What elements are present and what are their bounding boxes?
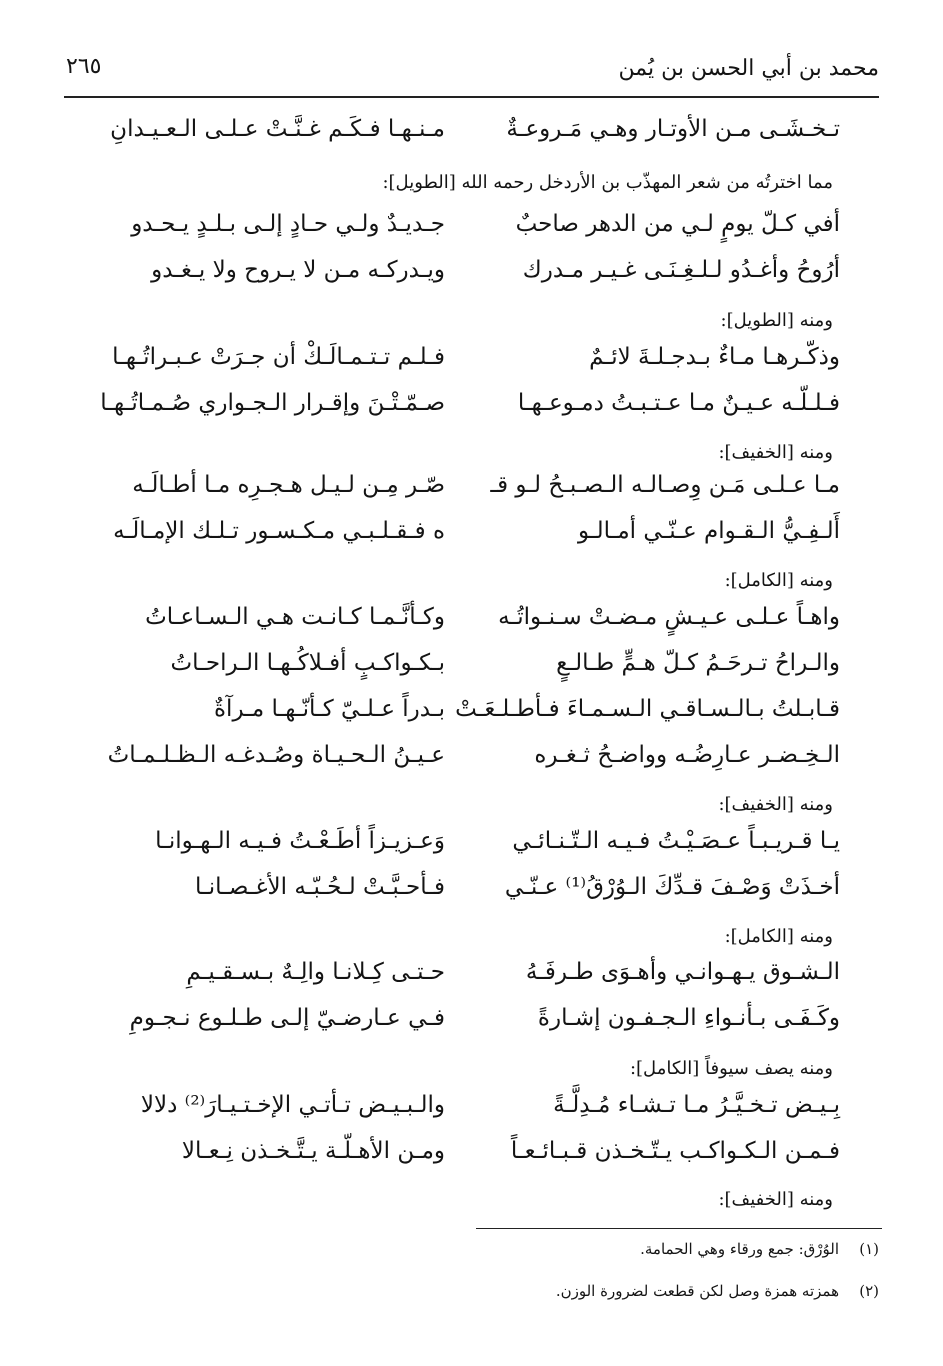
section-heading: ومنه [الكامل]:: [724, 570, 833, 591]
verse-first-hemistich: واهـاً عـلـى عـيـشٍ مـضـتْ سـنـواتُـه: [498, 604, 840, 630]
section-heading: ومنه [الطويل]:: [720, 310, 833, 331]
section-heading: ومنه [الخفيف]:: [718, 442, 833, 463]
verse-first-hemistich: قـابـلتُ بـالـسـاقـي الـسـمـاءَ فـأطـلـعَـتْ: [455, 696, 840, 722]
section-heading: ومنه يصف سيوفاً [الكامل]:: [629, 1058, 833, 1079]
verse-first-hemistich: فـمـن الـكـواكـب يـتّـخـذن قـبـائـعـاً: [510, 1138, 840, 1164]
verse-first-hemistich: وذكّـرهـا مـاءٌ بـدجـلـةَ لائـمٌ: [589, 344, 840, 370]
running-title: محمد بن أبي الحسن بن يُمن: [618, 56, 879, 81]
footnote-number: (٢): [859, 1282, 879, 1300]
footnote: [640, 1240, 879, 1258]
verse-second-hemistich: فـي عـارضـيّ إلـى طـلـوع نـجـومِ: [129, 1005, 445, 1031]
verse-second-hemistich: بـدراً عـلـيّ كـأنّـهـا مـرآةٌ: [214, 696, 445, 722]
verse-second-hemistich: وَعـزيـزاً أطَـعْـتُ فـيـه الـهـوانـا: [155, 828, 445, 854]
verse-second-hemistich: جـديـدٌ ولـي حـادٍ إلـى بـلـدٍ يـحـدو: [131, 211, 445, 237]
verse-second-hemistich: فـلـم تـتـمـالَـكْ أن جـرَتْ عـبـراتُـهـا: [112, 344, 445, 370]
verse-second-hemistich: والـبـيـض تـأتـي الإخـتـيـارَ⁽²⁾ دلالا: [140, 1092, 445, 1118]
verse-first-hemistich: بِـيـض تـخـيَّـرُ مـا تـشـاء مُـدِلَّـةً: [553, 1092, 840, 1118]
verse-second-hemistich: ويـدركـه مـن لا يـروح ولا يـغـدو: [151, 257, 445, 283]
verse-second-hemistich: حـتـى كِـلانـا والِـهٌ بـسـقـيـمِ: [186, 959, 445, 985]
verse-second-hemistich: بـكـواكـبٍ أفـلاكُـهـا الـراحـاتُ: [170, 650, 445, 676]
verse-first-hemistich: أَلـفِـيُّ الـقـوام عـنّـي أمـالـو: [577, 518, 840, 544]
verse-first-hemistich: أفي كـلّ يومٍ لـي من الدهر صاحبٌ: [515, 211, 840, 237]
verse-second-hemistich: مـنـهـا فـكَـم غـنَّـتْ عـلـى الـعـيـدانِ: [110, 116, 445, 142]
page-number: ٢٦٥: [66, 54, 102, 79]
footnote: [556, 1282, 879, 1300]
verse-first-hemistich: مـا عـلـى مَـن وِصـالـه الـصـبـحُ لـو قـ: [490, 472, 840, 498]
verse-second-hemistich: ه فـقـلـبـي مـكـسـور تـلـك الإمـالَـه: [113, 518, 445, 544]
section-heading: ومنه [الخفيف]:: [718, 794, 833, 815]
footnote-text: الوُرْق: جمع ورقاء وهي الحمامة.: [640, 1240, 839, 1258]
verse-first-hemistich: والـراحُ تـرحَـمُ كـلّ هـمٍّ طـالـعٍ: [556, 650, 840, 676]
verse-second-hemistich: وكـأنَّـمـا كـانـت هـي الـسـاعـاتُ: [145, 604, 445, 630]
verse-first-hemistich: تـخـشَـى مـن الأوتـار وهـي مَـروعـةٌ: [506, 116, 840, 142]
section-heading: مما اخترتُه من شعر المهذّب بن الأردخل رحمه الله [الطويل]:: [382, 172, 833, 193]
footnote-text: همزته همزة وصل لكن قطعت لضرورة الوزن.: [555, 1282, 839, 1300]
footnote-divider: [476, 1228, 882, 1229]
footnote-number: (١): [859, 1240, 879, 1258]
verse-first-hemistich: أخـذَتْ وَصْـفَ قـدِّكَ الـوُرْقُ⁽¹⁾ عـنّـي: [504, 874, 840, 900]
verse-second-hemistich: صّـر مِـن لـيـل هـجـرِه مـا أطـالَـه: [132, 472, 445, 498]
verse-second-hemistich: ومـن الأهـلّـة يـتَّـخـذن نِـعـالا: [181, 1138, 445, 1164]
section-heading: ومنه [الخفيف]:: [718, 1189, 833, 1210]
page-header: [64, 52, 879, 98]
verse-first-hemistich: الـخِـضـر عـارِضُـه وواضـحُ ثـغـره: [534, 742, 840, 768]
verse-second-hemistich: فـأحـبَّـتْ لـحُـبّـه الأغـصـانـا: [194, 874, 445, 900]
verse-first-hemistich: أرُوحُ وأغـدُو لـلـغِـنَـى غـيـر مـدرك: [522, 257, 840, 283]
verse-second-hemistich: عـيـنُ الـحـيـاة وصُـدغـه الـظـلـمـاتُ: [107, 742, 445, 768]
verse-first-hemistich: يـا قـريـبـاً عـصَـيْـتُ فـيـه الـتّـنـائـي: [512, 828, 840, 854]
verse-first-hemistich: وكَـفَـى بـأنـواءِ الـجـفـون إشـارةً: [537, 1005, 840, 1031]
verse-first-hemistich: فـلـلّـه عـيـنٌ مـا عـتـبـتُ دمـوعـهـا: [517, 390, 840, 416]
verse-second-hemistich: صـمّـتْـنَ وإقـرار الـجـواري صُـمـاتُـهـا: [100, 390, 445, 416]
verse-first-hemistich: الـشـوق يـهـوانـي وأهـوَى طـرفَـهُ: [525, 959, 840, 985]
section-heading: ومنه [الكامل]:: [724, 926, 833, 947]
